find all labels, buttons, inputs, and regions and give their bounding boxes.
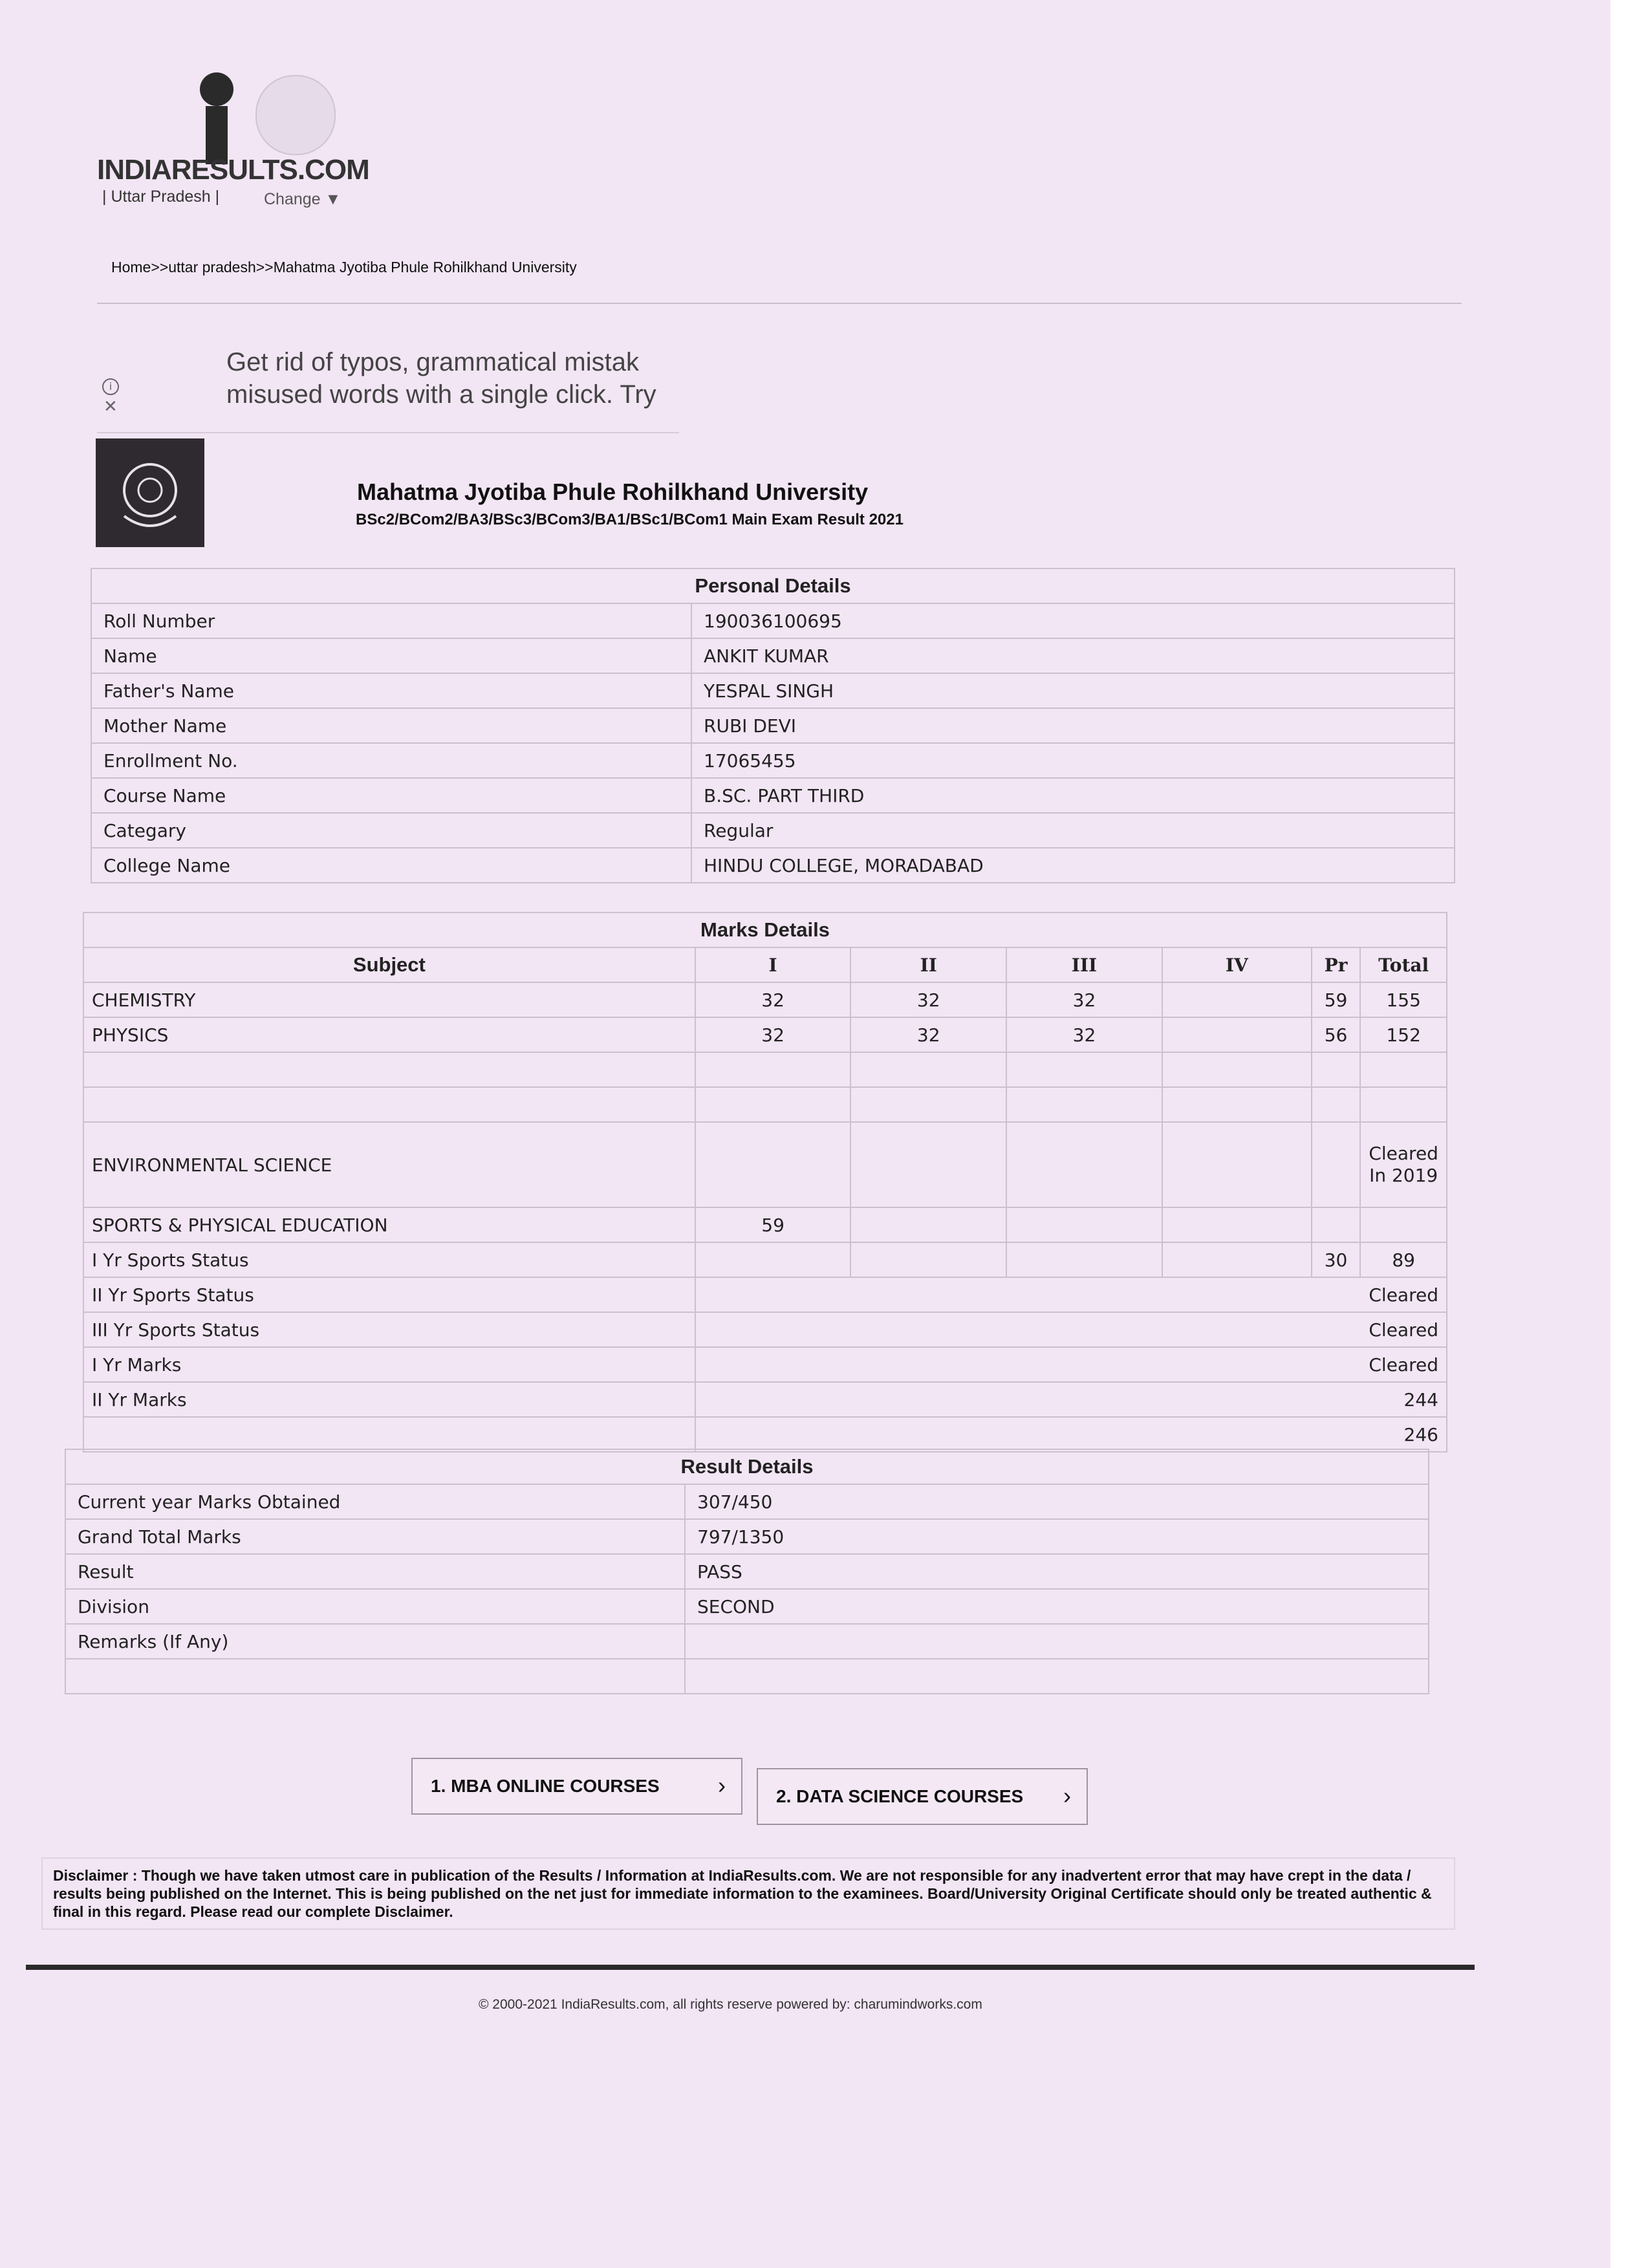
marks-pr: 30 (1312, 1242, 1361, 1277)
table-row (83, 982, 1447, 1017)
value (685, 1624, 1429, 1659)
label: Father's Name (91, 673, 691, 708)
table-row (83, 1347, 1447, 1382)
label: Result (65, 1554, 685, 1589)
column-ii: II (850, 947, 1006, 982)
empty-row (65, 1659, 1429, 1694)
value: 246 (695, 1417, 1447, 1452)
marks-pr: 56 (1312, 1017, 1361, 1052)
subject-name: PHYSICS (83, 1017, 695, 1052)
label: Categary (91, 813, 691, 848)
value: ANKIT KUMAR (691, 638, 1455, 673)
uttar-pradesh-map-icon (255, 75, 336, 155)
ad-divider (97, 432, 679, 433)
subject-name: CHEMISTRY (83, 982, 695, 1017)
label: Remarks (If Any) (65, 1624, 685, 1659)
mba-courses-button[interactable] (411, 1758, 742, 1815)
column-i: I (695, 947, 851, 982)
marks-iii: 32 (1006, 982, 1162, 1017)
marks-iv (1162, 982, 1312, 1017)
value: Cleared (695, 1347, 1447, 1382)
marks-total: 155 (1360, 982, 1447, 1017)
ad-text-line-2: misused words with a single click. Try (226, 380, 656, 409)
marks-details-table (83, 912, 1447, 1453)
footer-divider (26, 1965, 1475, 1970)
label: Current year Marks Obtained (65, 1484, 685, 1519)
scan-margin (1610, 0, 1635, 2268)
breadcrumb[interactable]: Home>>uttar pradesh>>Mahatma Jyotiba Phule Rohilkhand University (111, 259, 577, 275)
table-row (91, 813, 1455, 848)
chevron-right-icon: › (1063, 1782, 1071, 1809)
site-name: INDIARESULTS.COM (97, 154, 369, 186)
table-row (83, 1382, 1447, 1417)
label: Course Name (91, 778, 691, 813)
subject-name: SPORTS & PHYSICAL EDUCATION (83, 1207, 695, 1242)
value: 797/1350 (685, 1519, 1429, 1554)
personal-details-table (91, 568, 1455, 883)
marks-i: 59 (695, 1207, 851, 1242)
value: Regular (691, 813, 1455, 848)
label: College Name (91, 848, 691, 883)
table-row (83, 1207, 1447, 1242)
logo-figure-icon (194, 70, 239, 167)
column-subject: Subject (83, 947, 695, 982)
exam-title: BSc2/BCom2/BA3/BSc3/BCom3/BA1/BSc1/BCom1 Main Exam Result 2021 (356, 511, 904, 528)
table-row (83, 1017, 1447, 1052)
value: 190036100695 (691, 603, 1455, 638)
table-row (65, 1589, 1429, 1624)
value: B.SC. PART THIRD (691, 778, 1455, 813)
value: PASS (685, 1554, 1429, 1589)
university-seal-icon (96, 438, 204, 547)
copyright: © 2000-2021 IndiaResults.com, all rights reserve powered by: charumindworks.com (479, 1997, 982, 2012)
table-row (91, 778, 1455, 813)
data-science-courses-button[interactable] (757, 1768, 1088, 1825)
table-row (91, 743, 1455, 778)
table-row (91, 848, 1455, 883)
table-row (65, 1624, 1429, 1659)
label: Enrollment No. (91, 743, 691, 778)
chevron-right-icon: › (718, 1772, 726, 1798)
label: Grand Total Marks (65, 1519, 685, 1554)
label: Division (65, 1589, 685, 1624)
value: YESPAL SINGH (691, 673, 1455, 708)
label: Name (91, 638, 691, 673)
marks-pr: 59 (1312, 982, 1361, 1017)
table-row (91, 708, 1455, 743)
value: 307/450 (685, 1484, 1429, 1519)
label: I Yr Sports Status (83, 1242, 695, 1277)
label: Mother Name (91, 708, 691, 743)
marks-i: 32 (695, 1017, 851, 1052)
value: Cleared (695, 1312, 1447, 1347)
value: HINDU COLLEGE, MORADABAD (691, 848, 1455, 883)
marks-iii: 32 (1006, 1017, 1162, 1052)
marks-total: 152 (1360, 1017, 1447, 1052)
table-row (83, 1277, 1447, 1312)
table-row (83, 1312, 1447, 1347)
personal-details-heading: Personal Details (91, 568, 1455, 603)
value: RUBI DEVI (691, 708, 1455, 743)
triangle-down-icon: ▼ (325, 190, 341, 208)
university-name: Mahatma Jyotiba Phule Rohilkhand University (357, 479, 869, 505)
marks-ii: 32 (850, 1017, 1006, 1052)
change-label: Change (264, 190, 321, 208)
divider (97, 303, 1462, 304)
marks-ii: 32 (850, 982, 1006, 1017)
table-row (65, 1484, 1429, 1519)
value: Cleared (695, 1277, 1447, 1312)
table-header-row (83, 947, 1447, 982)
column-iii: III (1006, 947, 1162, 982)
marks-total: 89 (1360, 1242, 1447, 1277)
column-pr: Pr (1312, 947, 1361, 982)
value: 244 (695, 1382, 1447, 1417)
table-row (83, 1417, 1447, 1452)
label: I Yr Marks (83, 1347, 695, 1382)
disclaimer: Disclaimer : Though we have taken utmost care in publication of the Results / Information at IndiaResults.com. We are not responsible for any inadvertent error that may have crept in the data / results being published on the Internet. This is being published on the net just for immediate information to the examinees. Board/University Original Certificate should only be treated authentic & final in this regard. Please read our complete Disclaimer. (41, 1857, 1455, 1930)
label: II Yr Sports Status (83, 1277, 695, 1312)
state-label: | Uttar Pradesh | (102, 188, 220, 206)
value: 17065455 (691, 743, 1455, 778)
table-row (65, 1554, 1429, 1589)
marks-details-heading: Marks Details (83, 913, 1447, 947)
marks-iv (1162, 1017, 1312, 1052)
ad-banner[interactable] (226, 346, 679, 411)
table-row (91, 673, 1455, 708)
change-state-link[interactable] (264, 190, 341, 209)
label: II Yr Marks (83, 1382, 695, 1417)
result-details-table (65, 1449, 1429, 1694)
ad-text-line-1: Get rid of typos, grammatical mistak (226, 348, 639, 376)
column-iv: IV (1162, 947, 1312, 982)
table-row (65, 1519, 1429, 1554)
value: SECOND (685, 1589, 1429, 1624)
marks-i: 32 (695, 982, 851, 1017)
table-row (83, 1122, 1447, 1207)
table-row (91, 638, 1455, 673)
info-icon[interactable]: i (102, 378, 119, 395)
table-row (83, 1242, 1447, 1277)
label: III Yr Sports Status (83, 1312, 695, 1347)
subject-name: ENVIRONMENTAL SCIENCE (83, 1122, 695, 1207)
button-label: 2. DATA SCIENCE COURSES (776, 1786, 1024, 1806)
env-science-status: Cleared In 2019 (1360, 1122, 1447, 1207)
empty-row (83, 1052, 1447, 1087)
button-label: 1. MBA ONLINE COURSES (431, 1776, 660, 1796)
result-details-heading: Result Details (65, 1449, 1429, 1484)
label: Roll Number (91, 603, 691, 638)
close-icon[interactable]: ✕ (103, 397, 118, 416)
table-row (91, 603, 1455, 638)
column-total: Total (1360, 947, 1447, 982)
empty-row (83, 1087, 1447, 1122)
